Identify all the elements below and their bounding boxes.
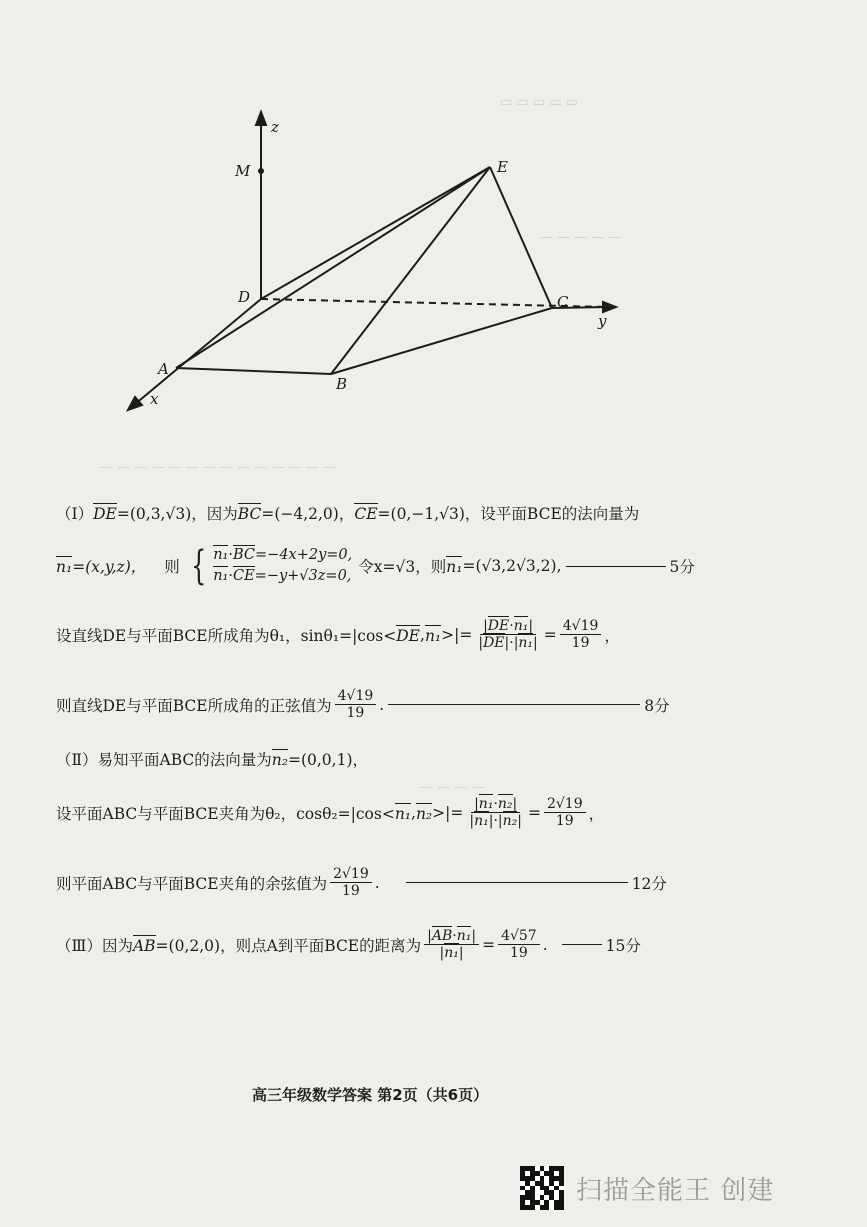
edge-CE [490, 167, 552, 308]
fraction: $\frac{\text{|AB·n₁|}}{\text{|n₁|}}$ [424, 928, 479, 961]
fraction: $\frac{\text{|n₁·n₂|}}{\text{|n₁|·|n₂|}}$ [469, 796, 522, 830]
fraction: $\frac{\text{|DE·n₁|}}{\text{|DE|·|n₁|}}$ [478, 618, 538, 652]
edge-DE [261, 167, 490, 299]
edge-BE [331, 167, 490, 374]
score-leader [406, 882, 628, 883]
label-y: y [598, 312, 607, 330]
watermark-text: 扫描全能王 创建 [576, 1175, 775, 1206]
edge-AE [176, 167, 490, 368]
score-leader [388, 704, 640, 705]
y-axis-arrow [603, 302, 616, 312]
z-axis-arrow [256, 112, 266, 125]
fraction: $\frac{2√19}{19}$ [544, 796, 586, 829]
score-5: 5分 [669, 558, 695, 577]
bleed-through-mark: — — — — [420, 780, 485, 795]
label-A: A [158, 360, 169, 378]
part2-line2: 设平面ABC与平面BCE夹角为θ₂，cosθ₂=|cos< n₁ , n₂ >|= $\frac{\text{|n₁·n₂|}}{\text{|n₁|·|n₂|}}$ = $\frac{2√19}{19}$ ， [56, 796, 605, 830]
label-D: D [238, 288, 251, 306]
score-leader [562, 944, 602, 945]
label-z: z [271, 118, 279, 136]
brace-icon: { [190, 543, 207, 590]
equation-system: { n₁·BC=−4x+2y=0, n₁·CE=−y+√3z=0, [190, 543, 353, 590]
fraction: $\frac{4√57}{19}$ [498, 928, 540, 961]
part2-line3: 则平面ABC与平面BCE夹角的余弦值为 $\frac{2√19}{19}$ . 12分 [56, 866, 667, 900]
edge-AB [176, 368, 331, 374]
point-M [258, 168, 264, 174]
y-axis [261, 299, 608, 307]
scanner-watermark [520, 1166, 774, 1210]
label-B: B [336, 375, 348, 393]
edge-BC [331, 308, 552, 374]
bleed-through-mark: ▭ ▭ ▭ ▭ ▭ [500, 95, 578, 110]
score-12: 12分 [631, 874, 667, 893]
part2-line1: （Ⅱ）易知平面ABC的法向量为 n₂ =(0,0,1)， [56, 751, 369, 769]
part1-line1: （Ⅰ） DE =(0,3,√3)，因为 BC =(−4,2,0)， CE =(0,−1,√3)，设平面BCE的法向量为 [56, 505, 640, 523]
page-footer: 高三年级数学答案 第2页（共6页） [252, 1086, 489, 1104]
part1-line2: n₁ =(x,y,z)， 则 { n₁·BC=−4x+2y=0, n₁·CE=−y+√3z=0, 令x=√3，则 n₁ =(√3,2√3,2), 5分 [56, 543, 695, 590]
bleed-through-mark: — — — — — [540, 230, 622, 245]
bleed-through-mark: — — — — — — — — — — — — — — [100, 460, 336, 475]
score-leader [566, 566, 666, 567]
geometry-diagram [0, 0, 867, 480]
fraction: $\frac{2√19}{19}$ [330, 866, 372, 899]
qr-code-icon [520, 1166, 564, 1210]
fraction: $\frac{4√19}{19}$ [335, 688, 377, 721]
label-M: M [235, 162, 251, 180]
fraction: $\frac{4√19}{19}$ [560, 618, 602, 651]
label-C: C [557, 293, 569, 311]
part1-line4: 则直线DE与平面BCE所成角的正弦值为 $\frac{4√19}{19}$ . 8分 [56, 688, 670, 722]
score-15: 15分 [605, 936, 641, 955]
label-E: E [497, 158, 508, 176]
part1-line3: 设直线DE与平面BCE所成角为θ₁，sinθ₁=|cos< DE , n₁ >|= $\frac{\text{|DE·n₁|}}{\text{|DE|·|n₁|}}$ = $\frac{4√19}{19}$ ， [56, 618, 620, 652]
label-x: x [150, 390, 159, 408]
score-8: 8分 [644, 696, 670, 715]
part3-line1: （Ⅲ）因为 AB =(0,2,0)，则点A到平面BCE的距离为 $\frac{\text{|AB·n₁|}}{\text{|n₁|}}$ = $\frac{4√57}{19}$ . 15分 [56, 928, 641, 962]
